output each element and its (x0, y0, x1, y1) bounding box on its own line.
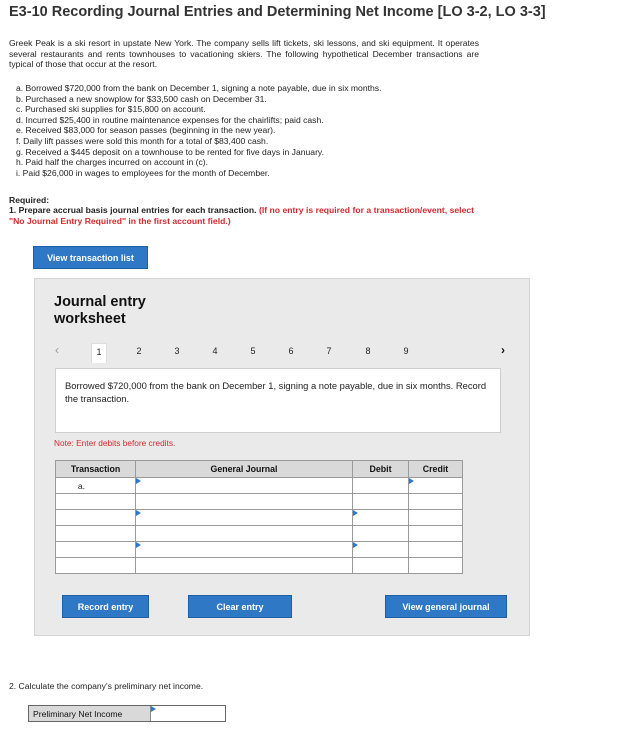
account-select[interactable] (136, 510, 353, 526)
page-9-tab[interactable]: 9 (403, 346, 409, 356)
debit-input[interactable] (353, 526, 409, 542)
page-5-tab[interactable]: 5 (250, 346, 256, 356)
preliminary-net-income-label: Preliminary Net Income (29, 706, 151, 721)
credit-input[interactable] (409, 478, 463, 494)
debit-input[interactable] (353, 558, 409, 574)
credit-input[interactable] (409, 542, 463, 558)
transaction-item: b. Purchased a new snowplow for $33,500 cash on December 31. (16, 93, 267, 104)
dropdown-marker-icon (136, 478, 141, 484)
view-general-journal-button[interactable]: View general journal (385, 595, 507, 618)
table-row (56, 478, 463, 494)
record-entry-button[interactable]: Record entry (62, 595, 149, 618)
transaction-item: e. Received $83,000 for season passes (beginning in the new year). (16, 125, 276, 136)
general-journal-column-header: General Journal (136, 461, 353, 478)
table-row (56, 526, 463, 542)
page-2-tab[interactable]: 2 (136, 346, 142, 356)
transaction-item: g. Received a $445 deposit on a townhouse to be rented for five days in January. (16, 146, 324, 157)
journal-entry-worksheet (34, 278, 530, 636)
transaction-pager (55, 343, 511, 359)
account-select[interactable] (136, 494, 353, 510)
page-3-tab[interactable]: 3 (174, 346, 180, 356)
debit-input[interactable] (353, 478, 409, 494)
page-7-tab[interactable]: 7 (326, 346, 332, 356)
required-part1-instruction: (If no entry is required for a transaction/event, select "No Journal Entry Required" in the first account field.) (9, 205, 474, 226)
clear-entry-button[interactable]: Clear entry (188, 595, 292, 618)
table-row (56, 542, 463, 558)
next-arrow-icon[interactable]: › (501, 343, 505, 357)
transaction-cell (56, 494, 136, 510)
transaction-item: c. Purchased ski supplies for $15,800 on account. (16, 104, 206, 115)
debit-input[interactable] (353, 542, 409, 558)
credit-input[interactable] (409, 526, 463, 542)
transaction-cell (56, 478, 136, 494)
transaction-cell (56, 558, 136, 574)
transaction-cell (56, 526, 136, 542)
required-part2: 2. Calculate the company's preliminary net income. (9, 681, 204, 691)
account-select[interactable] (136, 542, 353, 558)
table-row (56, 510, 463, 526)
required-part1 (9, 205, 474, 226)
transaction-cell-text: a. (77, 480, 86, 491)
page-1-tab[interactable]: 1 (91, 343, 107, 363)
dropdown-marker-icon (136, 542, 141, 548)
view-transaction-list-button[interactable]: View transaction list (33, 246, 148, 269)
transaction-cell (56, 542, 136, 558)
credit-input[interactable] (409, 510, 463, 526)
account-select[interactable] (136, 558, 353, 574)
transaction-column-header: Transaction (56, 461, 136, 478)
transaction-item: a. Borrowed $720,000 from the bank on December 1, signing a note payable, due in six months. (16, 83, 382, 93)
debit-column-header: Debit (353, 461, 409, 478)
page-4-tab[interactable]: 4 (212, 346, 218, 356)
credit-column-header: Credit (409, 461, 463, 478)
transaction-list (16, 83, 381, 178)
worksheet-title-line1: Journal entry (54, 294, 146, 310)
preliminary-net-income-input[interactable] (151, 706, 225, 721)
debit-credit-note: Note: Enter debits before credits. (54, 438, 176, 448)
transaction-description: Borrowed $720,000 from the bank on December 1, signing a note payable, due in six months. Record the transaction. (55, 368, 501, 433)
account-select[interactable] (136, 478, 353, 494)
transaction-cell (56, 510, 136, 526)
worksheet-title (54, 294, 146, 328)
account-select[interactable] (136, 526, 353, 542)
dropdown-marker-icon (409, 478, 414, 484)
page-6-tab[interactable]: 6 (288, 346, 294, 356)
required-heading: Required: (9, 195, 50, 205)
table-row (56, 558, 463, 574)
credit-input[interactable] (409, 558, 463, 574)
transaction-item: f. Daily lift passes were sold this month for a total of $83,400 cash. (16, 135, 269, 146)
input-marker-icon (151, 706, 156, 712)
prev-arrow-icon[interactable]: ‹ (55, 343, 59, 357)
journal-header-row (56, 461, 463, 478)
worksheet-title-line2: worksheet (54, 311, 126, 327)
dropdown-marker-icon (136, 510, 141, 516)
debit-input[interactable] (353, 494, 409, 510)
intro-paragraph: Greek Peak is a ski resort in upstate New York. The company sells lift tickets, ski lessons, and ski equipment. It operates several restaurants and rents townhouses to vacationing skiers. The following hypothetical December transactions are typical of those that occur at the resort. (9, 38, 479, 70)
preliminary-net-income-row (28, 705, 226, 722)
page-8-tab[interactable]: 8 (365, 346, 371, 356)
page-title: E3-10 Recording Journal Entries and Determining Net Income [LO 3-2, LO 3-3] (9, 4, 546, 20)
transaction-item: i. Paid $26,000 in wages to employees for the month of December. (16, 167, 270, 178)
journal-table (55, 460, 463, 574)
dropdown-marker-icon (353, 542, 358, 548)
debit-input[interactable] (353, 510, 409, 526)
credit-input[interactable] (409, 494, 463, 510)
transaction-item: d. Incurred $25,400 in routine maintenance expenses for the chairlifts; paid cash. (16, 114, 324, 125)
required-part1-text: 1. Prepare accrual basis journal entries for each transaction. (9, 205, 257, 215)
table-row (56, 494, 463, 510)
transaction-item: h. Paid half the charges incurred on account in (c). (16, 157, 209, 168)
dropdown-marker-icon (353, 510, 358, 516)
